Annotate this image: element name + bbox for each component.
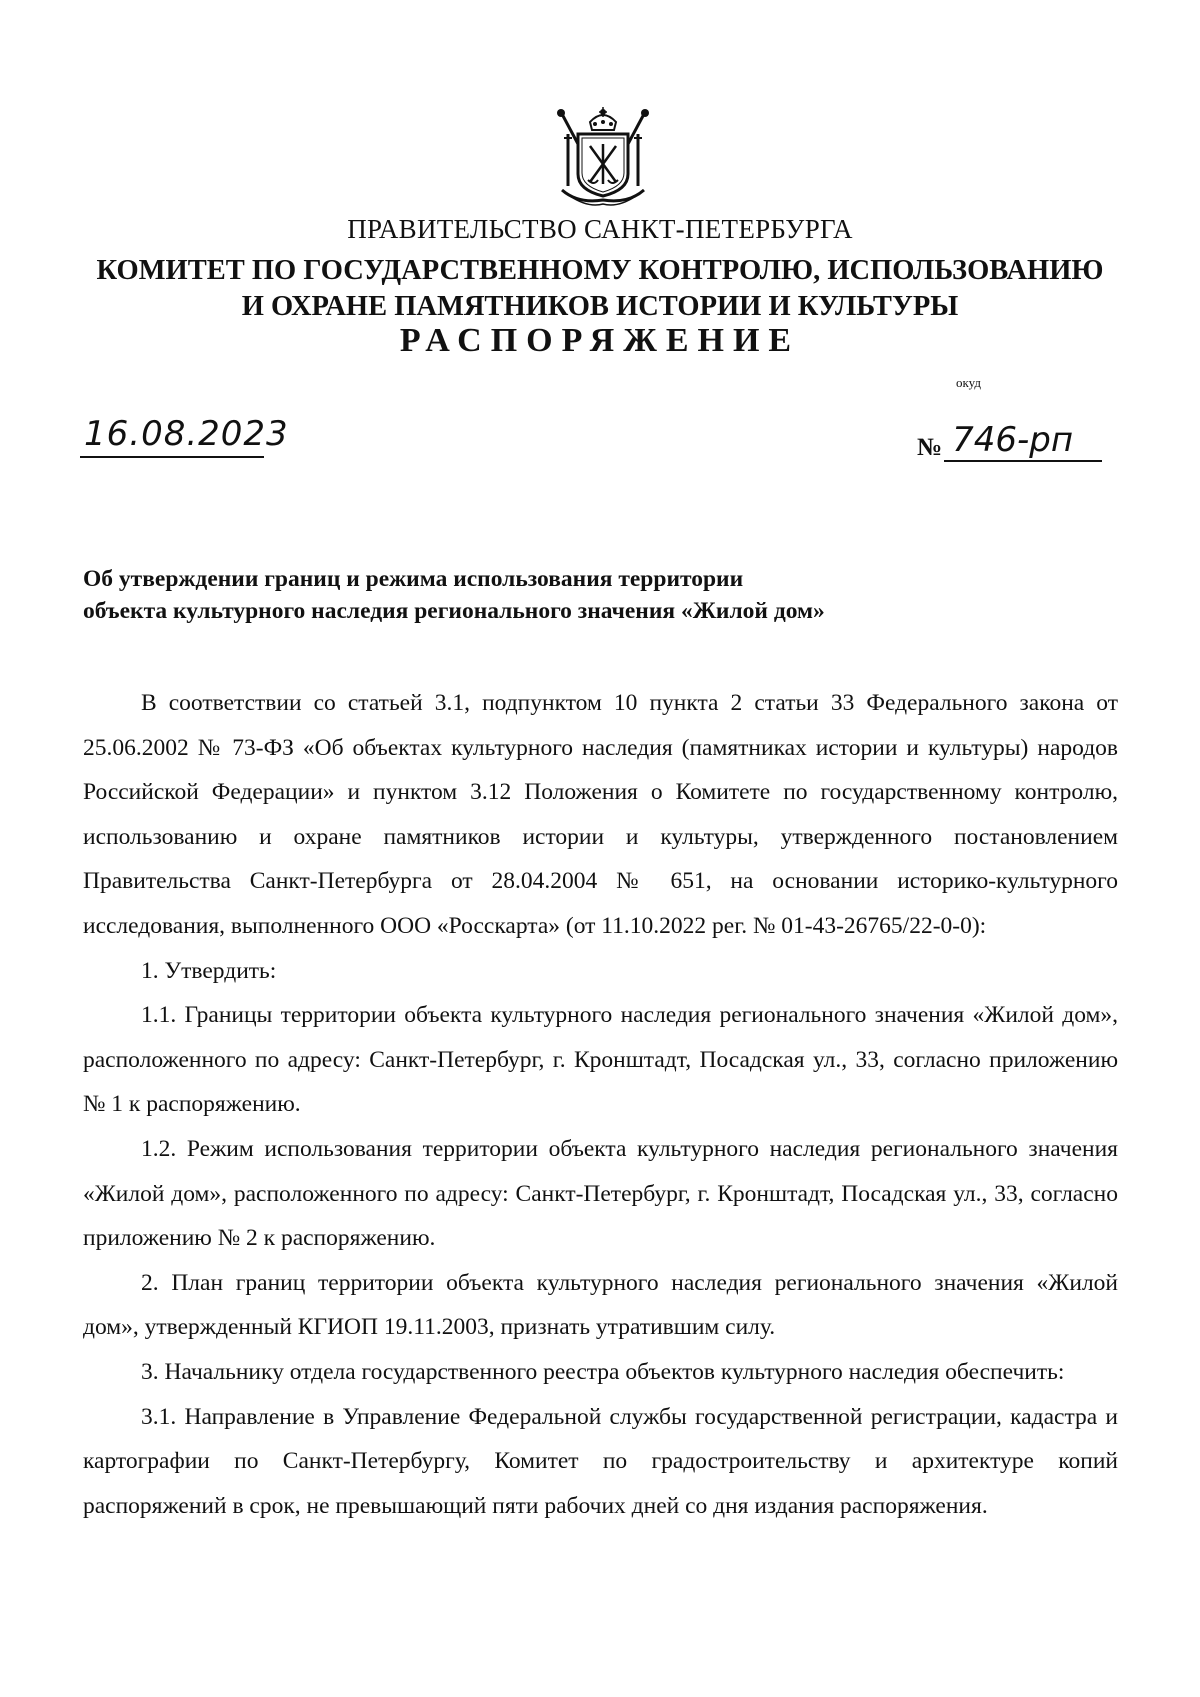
committee-title-line2: И ОХРАНЕ ПАМЯТНИКОВ ИСТОРИИ И КУЛЬТУРЫ bbox=[241, 291, 959, 322]
document-number bbox=[917, 420, 1102, 462]
committee-title bbox=[0, 253, 1200, 325]
number-value: 746-рп bbox=[944, 420, 1102, 462]
okud-label: окуд bbox=[956, 375, 981, 390]
government-title: ПРАВИТЕЛЬСТВО САНКТ-ПЕТЕРБУРГА bbox=[347, 214, 853, 244]
body-paragraph-1: 1. Утвердить: bbox=[141, 957, 277, 984]
body-paragraph-2: 2. План границ территории объекта культурного наследия регионального значения «Жилой дом», утвержденный КГИОП 19.11.2003, признать утратившим силу. bbox=[83, 1269, 1118, 1341]
st-petersburg-coat-of-arms-icon bbox=[548, 104, 658, 208]
document-type-heading: РАСПОРЯЖЕНИЕ bbox=[399, 322, 801, 359]
body-paragraph-3-1: 3.1. Направление в Управление Федеральной службы государственной регистрации, кадастра и картографии по Санкт-Петербургу, Комитет по градостроительству и архитектуре копий распоряжений в срок, не превышающий пяти рабочих дней со дня издания распоряжения. bbox=[83, 1403, 1118, 1519]
body-paragraph-3: 3. Начальнику отдела государственного реестра объектов культурного наследия обеспечить: bbox=[141, 1358, 1065, 1385]
number-sign: № bbox=[917, 434, 943, 461]
subject-line2: объекта культурного наследия регионального значения «Жилой дом» bbox=[83, 598, 825, 624]
subject-line1: Об утверждении границ и режима использования территории bbox=[83, 566, 744, 592]
body-paragraph-preamble: В соответствии со статьей 3.1, подпунктом 10 пункта 2 статьи 33 Федерального закона от 25.06.2002 № 73-ФЗ «Об объектах культурного наследия (памятниках истории и культуры) народов Российской Федерации» и пунктом 3.12 Положения о Комитете по государственному контролю, использованию и охране памятников истории и культуры, утвержденного постановлением Правительства Санкт-Петербурга от 28.04.2004 № 651, на основании историко-культурного исследования, выполненного ООО «Росскарта» (от 11.10.2022 рег. № 01-43-26765/22-0-0): bbox=[83, 690, 1118, 939]
document-date: 16.08.2023 bbox=[80, 414, 264, 458]
document-subject bbox=[83, 563, 825, 627]
body-paragraph-1-1: 1.1. Границы территории объекта культурного наследия регионального значения «Жилой дом», расположенного по адресу: Санкт-Петербург, г. Кронштадт, Посадская ул., 33, согласно приложению № 1 к распоряжению. bbox=[83, 1002, 1118, 1118]
body-paragraph-1-2: 1.2. Режим использования территории объекта культурного наследия регионального значения «Жилой дом», расположенного по адресу: Санкт-Петербург, г. Кронштадт, Посадская ул., 33, согласно приложению № 2 к распоряжению. bbox=[83, 1135, 1118, 1252]
document-body bbox=[83, 681, 1118, 1528]
committee-title-line1: КОМИТЕТ ПО ГОСУДАРСТВЕННОМУ КОНТРОЛЮ, ИСПОЛЬЗОВАНИЮ bbox=[96, 255, 1104, 286]
